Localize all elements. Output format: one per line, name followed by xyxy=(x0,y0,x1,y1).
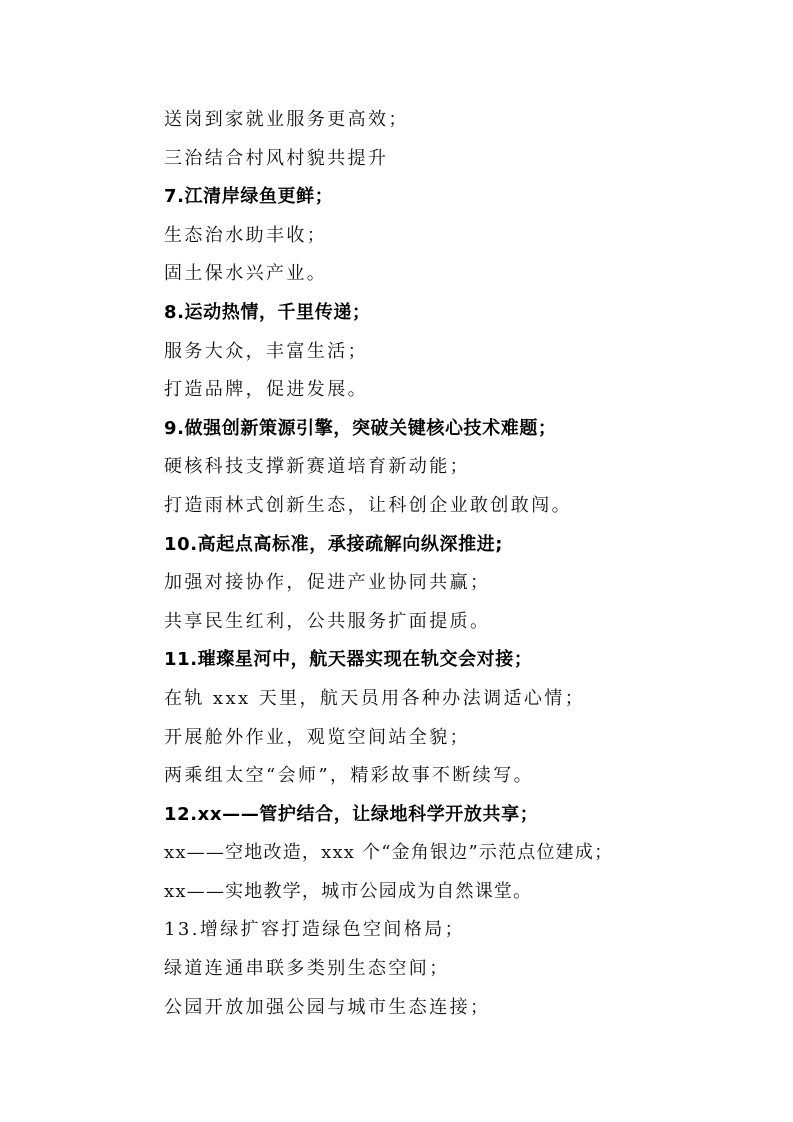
text-line: 公园开放加强公园与城市生态连接； xyxy=(164,996,491,1018)
text-line: 开展舱外作业，观览空间站全貌； xyxy=(164,726,470,748)
text-line: 加强对接协作，促进产业协同共赢； xyxy=(164,572,491,594)
text-line: 两乘组太空“会师”，精彩故事不断续写。 xyxy=(164,765,535,787)
text-line: 生态治水助丰收； xyxy=(164,224,328,246)
text-line: 绿道连通串联多类别生态空间； xyxy=(164,958,450,980)
section-heading: 11.璀璨星河中，航天器实现在轨交会对接； xyxy=(164,649,533,671)
text-line: xx——空地改造，xxx 个“金角银边”示范点位建成； xyxy=(164,842,614,864)
text-line: xx——实地教学，城市公园成为自然课堂。 xyxy=(164,880,533,902)
text-line: 打造雨林式创新生态，让科创企业敢创敢闯。 xyxy=(164,494,572,516)
text-line: 在轨 xxx 天里，航天员用各种办法调适心情； xyxy=(164,687,586,709)
text-line: 固土保水兴产业。 xyxy=(164,263,328,285)
section-heading: 12.xx——管护结合，让绿地科学开放共享； xyxy=(164,803,539,825)
text-line: 服务大众，丰富生活； xyxy=(164,340,368,362)
section-heading: 10.高起点高标准，承接疏解向纵深推进; xyxy=(164,533,504,555)
section-heading-plain: 13.增绿扩容打造绿色空间格局； xyxy=(164,919,466,941)
text-line: 硬核科技支撑新赛道培育新动能； xyxy=(164,456,470,478)
section-heading: 7.江清岸绿鱼更鲜； xyxy=(164,186,334,208)
section-heading: 9.做强创新策源引擎，突破关键核心技术难题； xyxy=(164,417,557,439)
text-line: 三治结合村风村貌共提升 xyxy=(164,147,389,169)
text-line: 送岗到家就业服务更高效； xyxy=(164,109,409,130)
text-line: 打造品牌，促进发展。 xyxy=(164,379,368,401)
document-body xyxy=(164,101,724,1027)
section-heading: 8.运动热情，千里传递； xyxy=(164,301,371,323)
text-line: 共享民生红利，公共服务扩面提质。 xyxy=(164,610,491,632)
